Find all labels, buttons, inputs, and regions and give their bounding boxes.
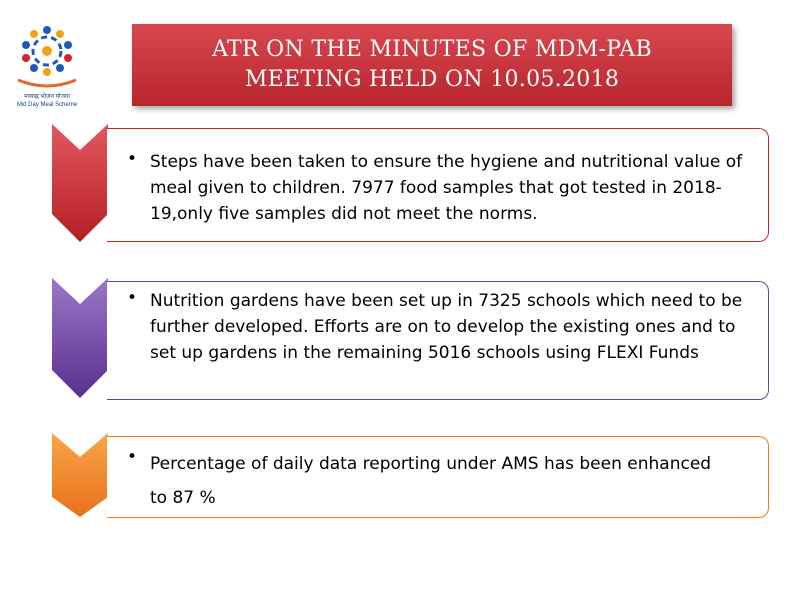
item-3-bullet: • <box>127 447 138 467</box>
item-box-2 <box>107 281 769 400</box>
item-2-text: Nutrition gardens have been set up in 7325 schools which need to be further developed. Efforts are on to develop the existing ones and to set up gardens in the remaining 5016 schools using FLEXI Funds <box>150 291 743 363</box>
item-1-bullet: • <box>127 149 138 169</box>
title-line-1: ATR ON THE MINUTES OF MDM-PAB <box>212 37 652 62</box>
item-2-bullet: • <box>127 288 138 308</box>
item-box-1 <box>107 128 769 242</box>
chevron-arrow-orange-icon <box>52 433 108 517</box>
title-banner <box>132 24 732 106</box>
chevron-arrow-purple-icon <box>52 278 108 398</box>
mdm-logo <box>8 20 86 112</box>
item-box-3 <box>107 436 769 518</box>
logo-caption-hindi: मध्याह्न भोजन योजना <box>24 94 70 100</box>
logo-caption-english: Mid Day Meal Scheme <box>16 102 78 108</box>
item-1-text: Steps have been taken to ensure the hygiene and nutritional value of meal given to children. 7977 food samples that got tested in 2018-19,only five samples did not meet the norms. <box>150 152 743 224</box>
item-3-text: Percentage of daily data reporting under AMS has been enhanced to 87 % <box>150 454 712 508</box>
title-line-2: MEETING HELD ON 10.05.2018 <box>244 67 620 92</box>
logo-emblem-icon <box>8 20 86 90</box>
chevron-arrow-red-icon <box>52 124 108 242</box>
